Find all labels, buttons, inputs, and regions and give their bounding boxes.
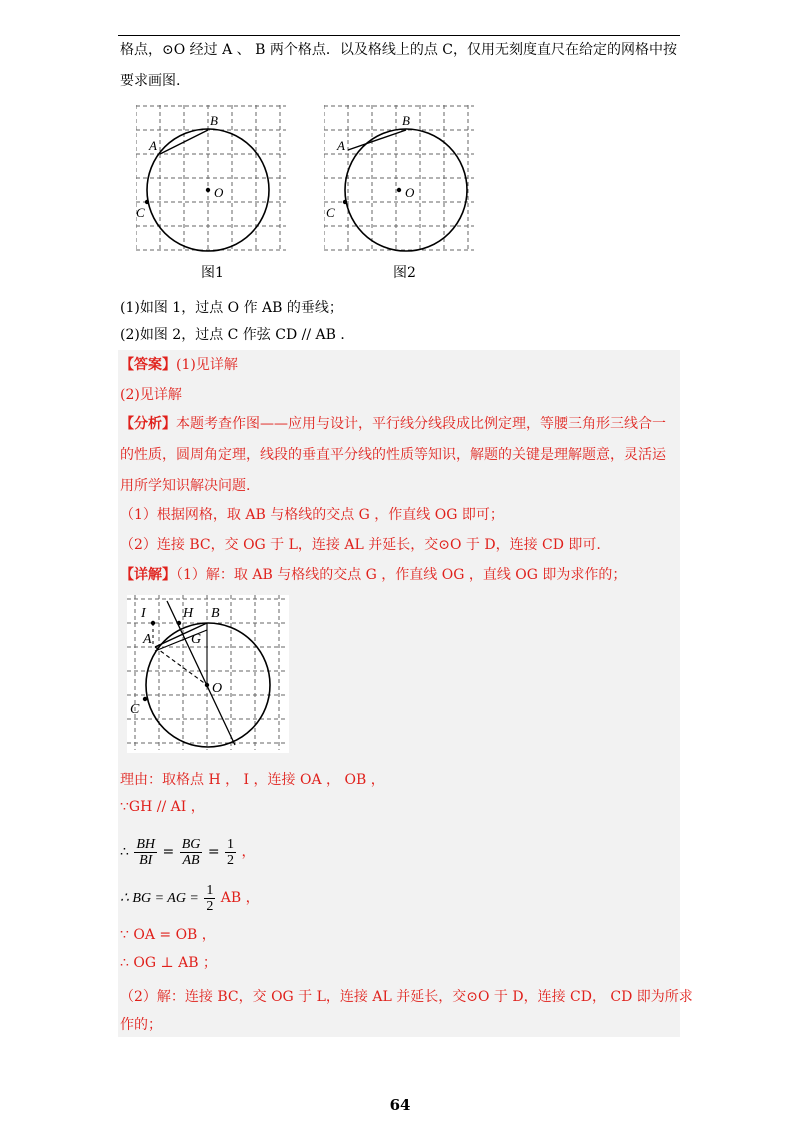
label-b-3: B bbox=[211, 606, 220, 621]
frac1-den: BI bbox=[139, 852, 153, 868]
label-a-3: A bbox=[143, 632, 152, 647]
analysis-step-2: （2）连接 BC，交 OG 于 L，连接 AL 并延长，交⊙O 于 D，连接 CD 即可. bbox=[120, 537, 601, 553]
bg-equals-ag: ∴ BG = AG = bbox=[120, 891, 199, 906]
detail-line-1 bbox=[120, 565, 626, 585]
fraction-half-2 bbox=[204, 883, 215, 914]
label-i: I bbox=[141, 606, 146, 621]
label-b: B bbox=[210, 113, 218, 128]
figure-2-caption: 图2 bbox=[393, 265, 416, 281]
frac3-den: 2 bbox=[227, 852, 234, 868]
answer-2: (2)见详解 bbox=[120, 387, 182, 403]
equals-2: = bbox=[207, 844, 220, 860]
part-2-line-2: 作的； bbox=[120, 1017, 162, 1033]
therefore-symbol: ∴ bbox=[120, 844, 129, 860]
equals-1: = bbox=[162, 844, 175, 860]
detail-tag: 【详解】 bbox=[120, 567, 176, 583]
detail-part-1: （1）解：取 AB 与格线的交点 G ，作直线 OG ，直线 OG 即为求作的； bbox=[176, 567, 627, 583]
analysis-step-1: （1）根据网格，取 AB 与格线的交点 G ，作直线 OG 即可； bbox=[120, 507, 504, 523]
frac2-den: AB bbox=[182, 852, 200, 868]
comma-1: ， bbox=[241, 844, 256, 860]
label-o-2: O bbox=[405, 185, 415, 200]
because-line-2: ∵ OA = OB ， bbox=[120, 927, 216, 943]
frac4-num: 1 bbox=[206, 882, 214, 898]
analysis-line-2: 的性质，圆周角定理，线段的垂直平分线的性质等知识，解题的关键是理解题意，灵活运 bbox=[120, 447, 666, 463]
fraction-bg-ab bbox=[180, 837, 203, 868]
part-2-line-1: （2）解：连接 BC，交 OG 于 L，连接 AL 并延长，交⊙O 于 D，连接 CD， CD 即为所求 bbox=[120, 989, 693, 1005]
label-o-3: O bbox=[212, 681, 223, 696]
header-rule bbox=[118, 35, 680, 36]
page-number: 64 bbox=[389, 1096, 411, 1114]
therefore-line-2 bbox=[120, 878, 260, 919]
therefore-line-3: ∴ OG ⊥ AB ； bbox=[120, 955, 217, 971]
figure-detail bbox=[127, 595, 289, 753]
figure-1-caption: 图1 bbox=[201, 265, 224, 281]
answer-tag: 【答案】 bbox=[120, 357, 176, 373]
intro-line-1: 格点，⊙O 经过 A 、 B 两个格点．以及格线上的点 C，仅用无刻度直尺在给定的网格中按 bbox=[120, 42, 678, 58]
analysis-text-1: 本题考查作图——应用与设计，平行线分线段成比例定理，等腰三角形三线合一 bbox=[176, 416, 666, 432]
fraction-half bbox=[225, 837, 236, 868]
fraction-bh-bi bbox=[134, 837, 157, 868]
label-a: A bbox=[149, 138, 157, 153]
ab-suffix: AB ， bbox=[220, 890, 260, 906]
answer-line-1 bbox=[120, 355, 238, 375]
answer-1: (1)见详解 bbox=[176, 357, 238, 373]
frac2-num: BG bbox=[181, 836, 201, 852]
analysis-line-1 bbox=[120, 414, 666, 434]
label-o: O bbox=[214, 185, 224, 200]
because-line-1: ∵GH // AI ， bbox=[120, 799, 205, 815]
label-c: C bbox=[136, 205, 145, 220]
frac4-den: 2 bbox=[206, 898, 214, 914]
analysis-line-3: 用所学知识解决问题. bbox=[120, 478, 251, 494]
intro-line-2: 要求画图. bbox=[120, 73, 181, 89]
label-h: H bbox=[183, 606, 194, 621]
therefore-line-1 bbox=[120, 832, 255, 872]
figure-1 bbox=[136, 105, 292, 255]
frac1-num: BH bbox=[136, 836, 156, 852]
label-c-2: C bbox=[326, 205, 335, 220]
question-2: (2)如图 2，过点 C 作弦 CD // AB ． bbox=[120, 327, 355, 343]
question-1: (1)如图 1，过点 O 作 AB 的垂线； bbox=[120, 300, 343, 316]
label-c-3: C bbox=[130, 702, 140, 717]
figure-2 bbox=[324, 105, 480, 255]
label-a-2: A bbox=[337, 138, 345, 153]
analysis-tag: 【分析】 bbox=[120, 416, 176, 432]
label-b-2: B bbox=[402, 113, 410, 128]
frac3-num: 1 bbox=[227, 836, 234, 852]
reason-line: 理由：取格点 H ， I ，连接 OA ， OB ， bbox=[120, 772, 385, 788]
label-g: G bbox=[191, 632, 202, 647]
